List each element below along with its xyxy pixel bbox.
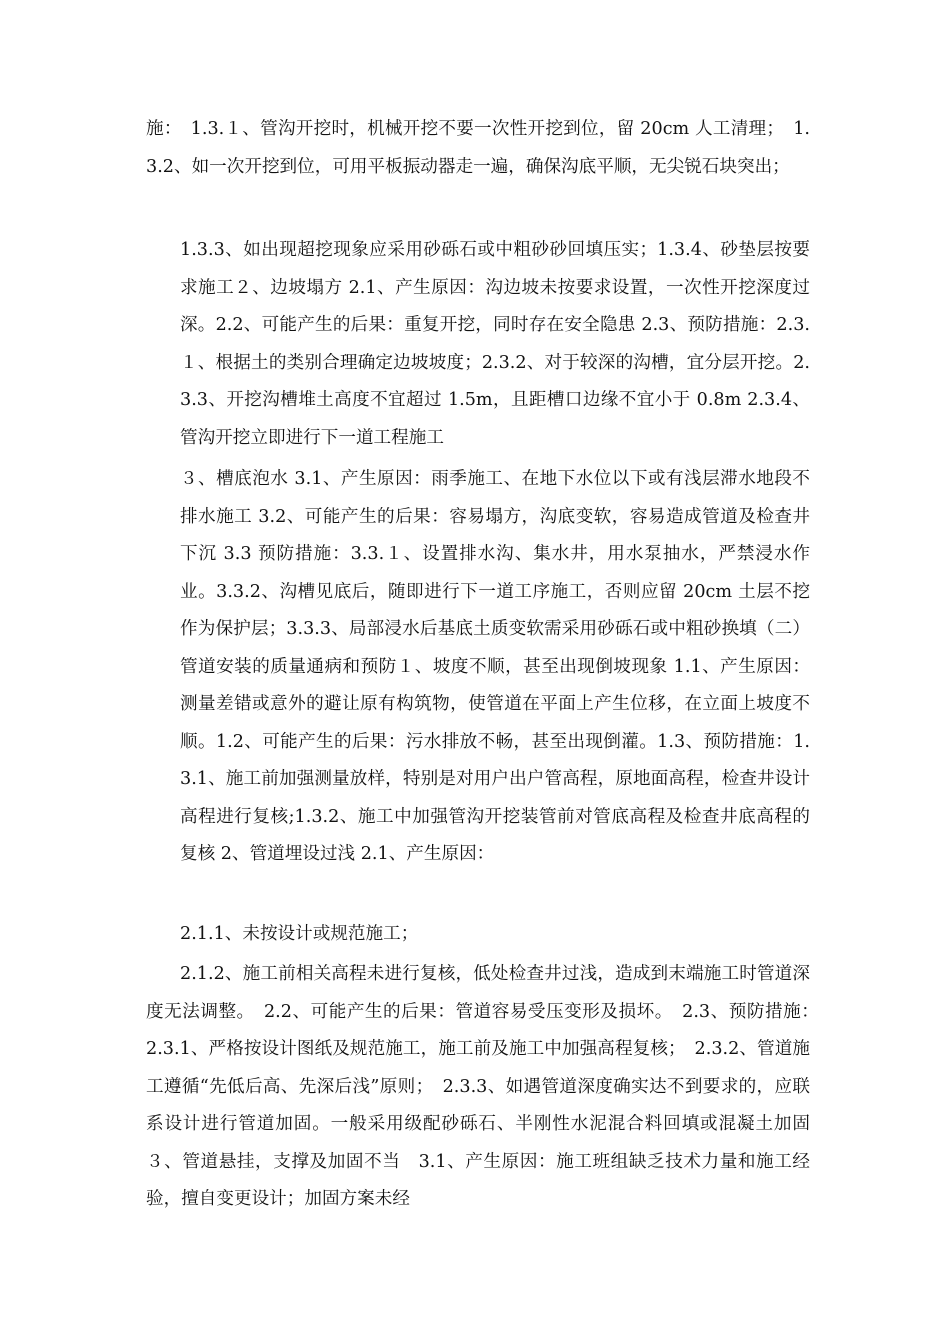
- paragraph-3: ３、槽底泡水 3.1、产生原因：雨季施工、在地下水位以下或有浅层滞水地段不排水施工 3.2、可能产生的后果：容易塌方，沟底变软，容易造成管道及检查井下沉 3.3 预防措施：3.3.１、设置排水沟、集水井，用水泵抽水，严禁浸水作业。3.3.2、沟槽见底后，随即进行下一道工序施工，否则应留 20cm 土层不挖作为保护层；3.3.3、局部浸水后基底土质变软需采用砂砾石或中粗砂换填（二）管道安装的质量通病和预防１、坡度不顺，甚至出现倒坡现象 1.1、产生原因：测量差错或意外的避让原有构筑物，使管道在平面上产生位移，在立面上坡度不顺。1.2、可能产生的后果：污水排放不畅，甚至出现倒灌。1.3、预防措施：1.3.1、施工前加强测量放样，特别是对用户出户管高程，原地面高程，检查井设计高程进行复核;1.3.2、施工中加强管沟开挖装管前对管底高程及检查井底高程的复核 2、管道埋设过浅 2.1、产生原因：: [180, 469, 810, 864]
- paragraph-1: 施： 1.3.１、管沟开挖时，机械开挖不要一次性开挖到位，留 20cm 人工清理； 1.3.2、如一次开挖到位，可用平板振动器走一遍，确保沟底平顺，无尖锐石块突出；: [146, 119, 810, 177]
- paragraph-2: 1.3.3、如出现超挖现象应采用砂砾石或中粗砂砂回填压实；1.3.4、砂垫层按要求施工２、边坡塌方 2.1、产生原因：沟边坡未按要求设置，一次性开挖深度过深。2.2、可能产生的后果：重复开挖，同时存在安全隐患 2.3、预防措施：2.3.１、根据土的类别合理确定边坡坡度；2.3.2、对于较深的沟槽，宜分层开挖。2.3.3、开挖沟槽堆土高度不宜超过 1.5m，且距槽口边缘不宜小于 0.8m 2.3.4、管沟开挖立即进行下一道工程施工: [180, 240, 810, 448]
- paragraph-4: 2.1.1、未按设计或规范施工；: [180, 924, 419, 944]
- paragraph-5: 2.1.2、施工前相关高程未进行复核，低处检查井过浅，造成到末端施工时管道深度无法调整。 2.2、可能产生的后果：管道容易受压变形及损坏。 2.3、预防措施： 2.3.1、严格按设计图纸及规范施工，施工前及施工中加强高程复核； 2.3.2、管道施工遵循“先低后高、先深后浅”原则； 2.3.3、如遇管道深度确实达不到要求的，应联系设计进行管道加固。一般采用级配砂砾石、半刚性水泥混合料回填或混凝土加固 ３、管道悬挂，支撑及加固不当 3.1、产生原因：施工班组缺乏技术力量和施工经验，擅自变更设计；加固方案未经: [146, 964, 828, 1209]
